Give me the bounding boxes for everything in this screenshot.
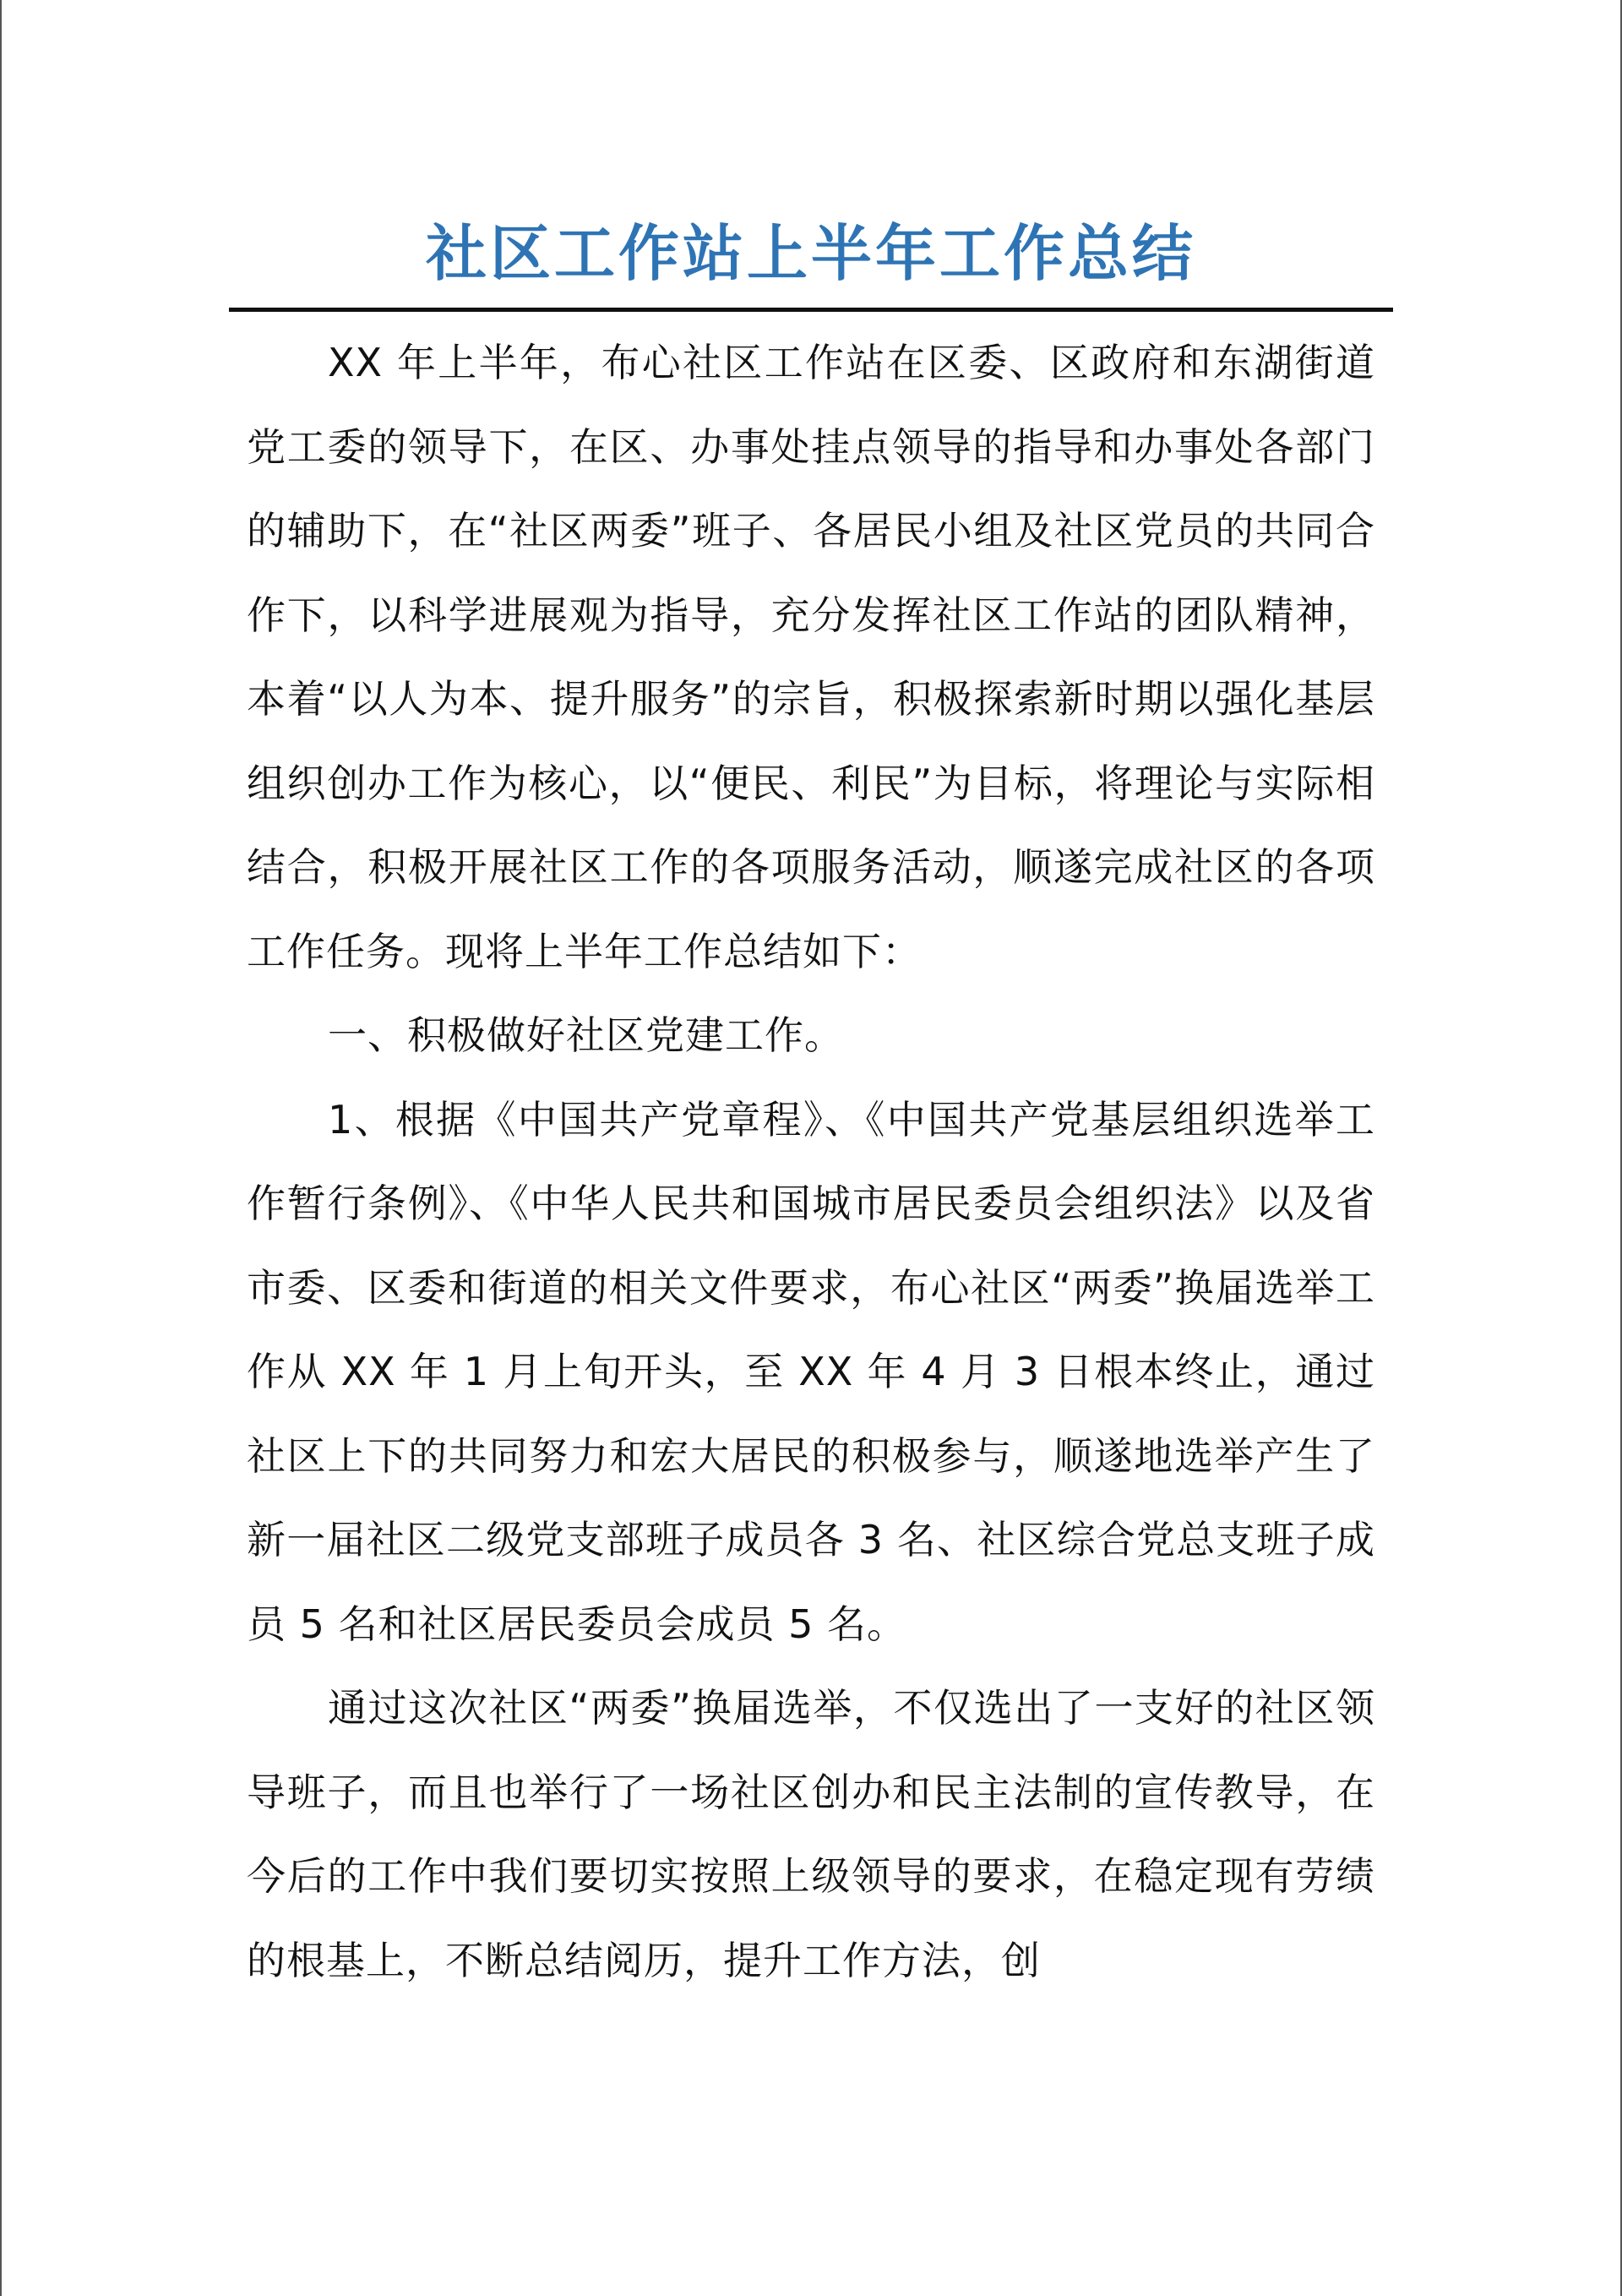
paragraph-election-result: 通过这次社区“两委”换届选举，不仅选出了一支好的社区领导班子，而且也举行了一场社区创办和民主法制的宣传教导，在今后的工作中我们要切实按照上级领导的要求，在稳定现有劳绩的根基上，不断总结阅历，提升工作方法，创 (247, 1685, 1375, 1983)
document-body (247, 321, 1375, 2003)
paragraph-intro: XX 年上半年，布心社区工作站在区委、区政府和东湖街道党工委的领导下，在区、办事处挂点领导的指导和办事处各部门的辅助下，在“社区两委”班子、各居民小组及社区党员的共同合作下，以科学进展观为指导，充分发挥社区工作站的团队精神，本着“以人为本、提升服务”的宗旨，积极探索新时期以强化基层组织创办工作为核心，以“便民、利民”为目标，将理论与实际相结合，积极开展社区工作的各项服务活动，顺遂完成社区的各项工作任务。现将上半年工作总结如下： (247, 340, 1375, 974)
title-underline (229, 308, 1393, 312)
document-title: 社区工作站上半年工作总结 (425, 217, 1196, 289)
paragraph-election: 1、根据《中国共产党章程》、《中国共产党基层组织选举工作暂行条例》、《中华人民共和国城市居民委员会组织法》以及省市委、区委和街道的相关文件要求，布心社区“两委”换届选举工作从 XX 年 1 月上旬开头，至 XX 年 4 月 3 日根本终止，通过社区上下的共同努力和宏大居民的积极参与，顺遂地选举产生了新一届社区二级党支部班子成员各 3 名、社区综合党总支班子成员 5 名和社区居民委员会成员 5 名。 (247, 1096, 1375, 1647)
section-heading-party-building: 一、积极做好社区党建工作。 (328, 1012, 844, 1058)
page-border-left (0, 0, 2, 2296)
